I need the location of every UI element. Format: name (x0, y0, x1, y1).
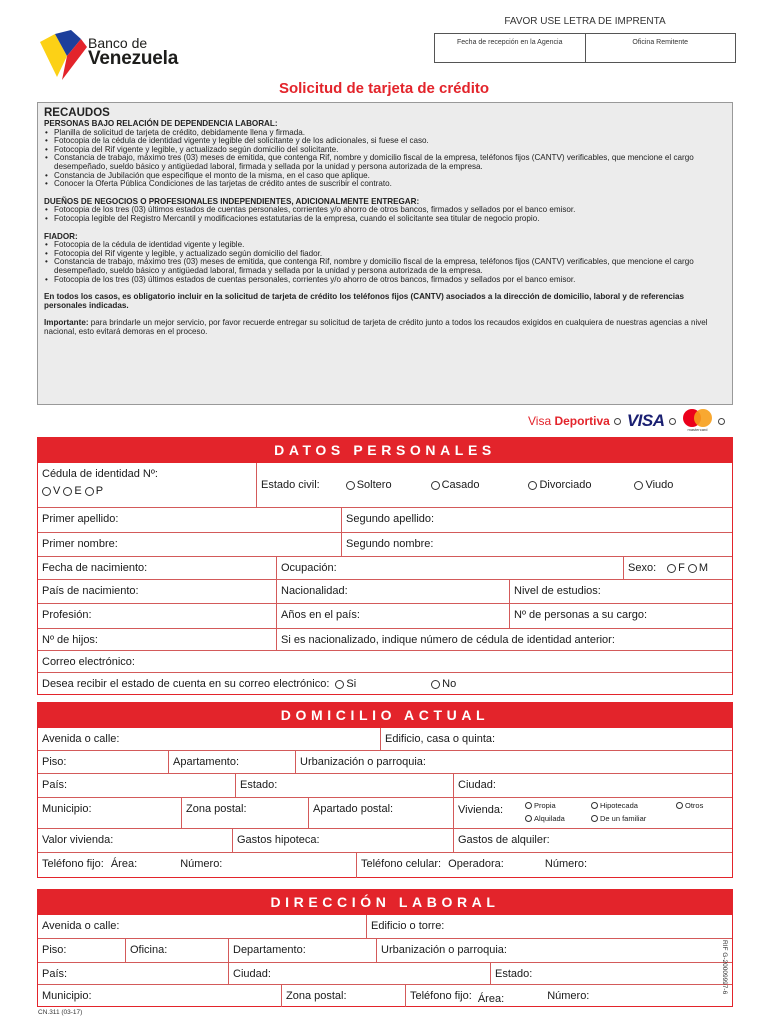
nivel-estudios-label: Nivel de estudios: (514, 585, 601, 597)
fiador-title: FIADOR: (44, 231, 78, 241)
cedula-p-radio[interactable] (85, 487, 94, 496)
dom-apartamento-field[interactable] (168, 751, 295, 773)
list-item: • Constancia de trabajo, máximo tres (03) meses de emitida, que contenga Rif, nombre y domicilio fiscal de la empresa, teléfonos fijos (CANTV) verificables, que mencione el cargo desempeñado, sueldo básico y antigüedad laboral, firmada y sellada por la unidad y persona autorizada de la empresa. (44, 258, 726, 275)
estado-cuenta-no-label: No (442, 678, 457, 690)
dom-ciudad-field[interactable] (453, 774, 732, 797)
bank-name-line2: Venezuela (88, 48, 179, 69)
dom-pais-label: País: (42, 779, 68, 791)
cedula-label: Cédula de identidad Nº: (42, 468, 158, 480)
dom-piso-field[interactable] (38, 751, 168, 773)
nacionalidad-label: Nacionalidad: (281, 585, 348, 597)
list-item: • Fotocopia de la cédula de identidad vigente y legible del solicitante y de los adicionales, si fuese el caso. (44, 137, 726, 146)
divorciado-radio[interactable] (528, 481, 537, 490)
dom-operadora-label: Operadora: (448, 858, 504, 870)
dependencia-list (44, 129, 726, 189)
list-item: • Fotocopia legible del Registro Mercantil y modificaciones estatutarias de la empresa, cuando el solicitante sea titular de negocio propio. (44, 215, 726, 224)
row-estado-cuenta (38, 673, 732, 695)
lab-departamento-field[interactable] (228, 939, 376, 962)
dom-apartado-postal-label: Apartado postal: (313, 803, 394, 815)
visa-radio[interactable] (669, 418, 676, 425)
importante-text: para brindarle un mejor servicio, por favor recuerde entregar su solicitud de tarjeta de crédito junto a todos los recaudos exigidos en cualquiera de nuestras agencias a nivel nacional, esto evitará demoras en el proceso. (44, 318, 708, 336)
dom-gastos-hipoteca-label: Gastos hipoteca: (237, 834, 320, 846)
mastercard-logo-icon (682, 409, 714, 433)
primer-apellido-label: Primer apellido: (42, 513, 119, 525)
hijos-field[interactable] (38, 629, 276, 650)
lab-urbanizacion-label: Urbanización o parroquia: (381, 944, 507, 956)
profesion-field[interactable] (38, 604, 276, 628)
list-item: • Constancia de Jubilación que especifique el monto de la misma, en el caso que aplique. (44, 172, 726, 181)
sending-office-box[interactable]: Oficina Remitente (585, 34, 736, 62)
dom-numero-label: Número: (180, 858, 223, 870)
row-dom-telefonos (38, 853, 732, 878)
lab-numero-label: Número: (547, 990, 590, 1002)
vivienda-hipotecada-radio[interactable] (591, 802, 598, 809)
lab-municipio-label: Municipio: (42, 990, 92, 1002)
page-title: Solicitud de tarjeta de crédito (278, 80, 490, 97)
sexo-m-label: M (698, 562, 709, 574)
dom-gastos-hipoteca-field[interactable] (232, 829, 453, 852)
visa-deportiva-radio[interactable] (614, 418, 621, 425)
cedula-p-label: P (95, 485, 104, 497)
estado-cuenta-label: Desea recibir el estado de cuenta en su correo electrónico: (42, 678, 330, 690)
segundo-nombre-label: Segundo nombre: (346, 538, 434, 550)
lab-piso-label: Piso: (42, 944, 67, 956)
anos-pais-label: Años en el país: (281, 609, 360, 621)
pais-nacimiento-field[interactable] (38, 580, 276, 603)
dom-edificio-label: Edificio, casa o quinta: (385, 733, 496, 745)
dom-avenida-field[interactable] (38, 728, 380, 750)
estado-cuenta-field (38, 673, 732, 695)
viudo-radio[interactable] (634, 481, 643, 490)
row-profesion (38, 604, 732, 629)
estado-cuenta-si-radio[interactable] (335, 680, 344, 689)
rif-code: RIF G-20009997-6 (721, 940, 728, 995)
lab-edificio-label: Edificio o torre: (371, 920, 445, 932)
dom-vivienda-field (453, 798, 732, 828)
section-datos-personales-header: DATOS PERSONALES (37, 437, 733, 463)
mastercard-radio[interactable] (718, 418, 725, 425)
dom-zona-postal-label: Zona postal: (186, 803, 247, 815)
section-domicilio-header: DOMICILIO ACTUAL (37, 702, 733, 728)
vivienda-familiar-label: De un familiar (600, 814, 647, 823)
duenos-title: DUEÑOS DE NEGOCIOS O PROFESIONALES INDEPENDIENTES, ADICIONALMENTE ENTREGAR: (44, 196, 420, 206)
lab-urbanizacion-field[interactable] (376, 939, 732, 962)
importante-label: Importante: (44, 318, 89, 328)
row-lab-municipio (38, 985, 732, 1007)
dom-apartamento-label: Apartamento: (173, 756, 240, 768)
dom-urbanizacion-field[interactable] (295, 751, 732, 773)
lab-pais-field[interactable] (38, 963, 228, 984)
fecha-nacimiento-label: Fecha de nacimiento: (42, 562, 148, 574)
visa-prefix: Visa (528, 414, 555, 428)
dom-telefono-fijo-label: Teléfono fijo: (42, 858, 104, 870)
list-item: • Planilla de solicitud de tarjeta de crédito, debidamente llena y firmada. (44, 129, 726, 138)
lab-oficina-field[interactable] (125, 939, 228, 962)
primer-apellido-field[interactable] (38, 508, 341, 532)
profesion-label: Profesión: (42, 609, 92, 621)
list-item: • Fotocopia de la cédula de identidad vigente y legible. (44, 241, 726, 250)
primer-nombre-field[interactable] (38, 533, 341, 556)
vivienda-propia-label: Propia (534, 801, 556, 810)
row-dom-pais (38, 774, 732, 798)
visa-deportiva-label (528, 414, 610, 428)
lab-estado-label: Estado: (495, 968, 533, 980)
dom-municipio-field[interactable] (38, 798, 181, 828)
mastercard-caption: mastercard (687, 427, 708, 432)
soltero-radio[interactable] (346, 481, 355, 490)
row-lab-avenida (38, 915, 732, 939)
dom-celular-numero-label: Número: (544, 858, 588, 870)
section-laboral-header: DIRECCIÓN LABORAL (37, 889, 733, 915)
list-item: • Fotocopia del Rif vigente y legible, y actualizado según domicilio del fiador. (44, 250, 726, 259)
lab-avenida-field[interactable] (38, 915, 366, 938)
vivienda-alquilada-label: Alquilada (534, 814, 565, 823)
row-lab-pais (38, 963, 732, 985)
requirements-panel (37, 102, 733, 405)
estado-cuenta-no-radio[interactable] (431, 680, 440, 689)
dependencia-title: PERSONAS BAJO RELACIÓN DE DEPENDENCIA LABORAL: (44, 119, 278, 128)
soltero-label: Soltero (356, 479, 392, 491)
dom-vivienda-label: Vivienda: (458, 804, 504, 816)
vivienda-hipotecada-label: Hipotecada (600, 801, 638, 810)
lab-zona-postal-field[interactable] (281, 985, 405, 1007)
segundo-nombre-field[interactable] (341, 533, 732, 556)
list-item: • Fotocopia del Rif vigente y legible, y actualizado según domicilio del solicitante. (44, 146, 726, 155)
row-dom-avenida (38, 728, 732, 751)
lab-avenida-label: Avenida o calle: (42, 920, 120, 932)
dom-apartado-postal-field[interactable] (308, 798, 453, 828)
hijos-label: Nº de hijos: (42, 634, 98, 646)
nacionalizado-label: Si es nacionalizado, indique número de cédula de identidad anterior: (281, 634, 615, 646)
lab-piso-field[interactable] (38, 939, 125, 962)
sexo-f-label: F (678, 562, 685, 574)
segundo-apellido-label: Segundo apellido: (346, 513, 435, 525)
dom-municipio-label: Municipio: (42, 803, 92, 815)
cedula-field[interactable] (38, 463, 256, 507)
nacionalidad-field[interactable] (276, 580, 509, 603)
dom-ciudad-label: Ciudad: (458, 779, 496, 791)
row-nombres (38, 533, 732, 557)
row-dom-piso (38, 751, 732, 774)
sexo-f-radio[interactable] (667, 564, 676, 573)
primer-nombre-label: Primer nombre: (42, 538, 118, 550)
row-lab-piso (38, 939, 732, 963)
sexo-label: Sexo: (628, 562, 657, 574)
lab-area-label: Área: (477, 993, 505, 1005)
divorciado-label: Divorciado (539, 479, 592, 491)
vivienda-propia-radio[interactable] (525, 802, 532, 809)
row-cedula (38, 463, 732, 508)
cedula-e-radio[interactable] (63, 487, 72, 496)
vivienda-otros-radio[interactable] (676, 802, 683, 809)
duenos-list (44, 206, 726, 223)
dom-estado-label: Estado: (240, 779, 278, 791)
fecha-nacimiento-field[interactable] (38, 557, 276, 579)
visa-logo: VISA (626, 411, 665, 430)
row-dom-municipio (38, 798, 732, 829)
estado-civil-field (256, 463, 732, 507)
personas-cargo-field[interactable] (509, 604, 732, 628)
row-pais-nacimiento (38, 580, 732, 604)
sexo-field (623, 557, 732, 579)
lab-municipio-field[interactable] (38, 985, 281, 1007)
dom-telefono-celular-label: Teléfono celular: (361, 858, 442, 870)
sexo-m-radio[interactable] (688, 564, 697, 573)
lab-ciudad-label: Ciudad: (233, 968, 271, 980)
fiador-list (44, 241, 726, 284)
row-hijos (38, 629, 732, 651)
pais-nacimiento-label: País de nacimiento: (42, 585, 139, 597)
row-apellidos (38, 508, 732, 533)
nivel-estudios-field[interactable] (509, 580, 732, 603)
dom-pais-field[interactable] (38, 774, 235, 797)
cedula-e-label: E (74, 485, 82, 497)
lab-departamento-label: Departamento: (233, 944, 306, 956)
bank-name-line1: Banco de (88, 35, 148, 51)
bank-logo-icon (38, 29, 88, 81)
list-item: • Fotocopia de los tres (03) últimos estados de cuentas personales, corrientes y/o ahorro de otros bancos, firmados y sellados por el banco emisor. (44, 206, 726, 215)
row-correo (38, 651, 732, 673)
vivienda-alquilada-radio[interactable] (525, 815, 532, 822)
vivienda-otros-label: Otros (685, 801, 704, 810)
dom-valor-vivienda-label: Valor vivienda: (42, 834, 114, 846)
reception-date-box[interactable]: Fecha de recepción en la Agencia (457, 39, 563, 46)
estado-civil-label: Estado civil: (261, 479, 320, 491)
viudo-label: Viudo (645, 479, 674, 491)
print-instruction: FAVOR USE LETRA DE IMPRENTA (504, 16, 666, 27)
lab-oficina-label: Oficina: (130, 944, 168, 956)
dom-telefono-celular-field[interactable] (356, 853, 732, 878)
vivienda-familiar-radio[interactable] (591, 815, 598, 822)
dom-gastos-alquiler-field[interactable] (453, 829, 732, 852)
casado-label: Casado (441, 479, 480, 491)
anos-pais-field[interactable] (276, 604, 509, 628)
dom-zona-postal-field[interactable] (181, 798, 308, 828)
todos-los-casos-note: En todos los casos, es obligatorio incluir en la solicitud de tarjeta de crédito los teléfonos fijos (CANTV) asociados a la dirección de domicilio, laboral y de referencias personales indicadas. (44, 292, 685, 310)
lab-zona-postal-label: Zona postal: (286, 990, 347, 1002)
dom-urbanizacion-label: Urbanización o parroquia: (300, 756, 426, 768)
requirements-title: RECAUDOS (44, 107, 110, 119)
dom-piso-label: Piso: (42, 756, 67, 768)
nacionalizado-field[interactable] (276, 629, 732, 650)
ocupacion-label: Ocupación: (281, 562, 337, 574)
list-item: • Constancia de trabajo, máximo tres (03) meses de emitida, que contenga Rif, nombre y domicilio fiscal de la empresa, teléfonos fijos (CANTV) verificables, que mencione el cargo desempeñado, sueldo básico y antigüedad laboral, firmada y sellada por la unidad y persona autorizada de la empresa. (44, 154, 726, 171)
list-item: • Fotocopia de los tres (03) últimos estados de cuentas personales, corrientes y/o ahorro de otros bancos, firmados y sellados por el banco emisor. (44, 276, 726, 285)
deportiva-text: Deportiva (554, 414, 610, 428)
cedula-v-label: V (53, 485, 61, 497)
lab-ciudad-field[interactable] (228, 963, 490, 984)
section-datos-personales (37, 463, 733, 695)
card-brand-options (528, 407, 725, 435)
list-item: • Conocer la Oferta Pública Condiciones de las tarjetas de crédito antes de suscribir el contrato. (44, 180, 726, 189)
dom-area-label: Área: (110, 858, 138, 870)
form-code: CN.311 (03-17) (38, 1009, 83, 1016)
row-dom-valor (38, 829, 732, 853)
agency-boxes (434, 33, 736, 63)
personas-cargo-label: Nº de personas a su cargo: (514, 609, 648, 621)
lab-pais-label: País: (42, 968, 68, 980)
correo-label: Correo electrónico: (42, 656, 135, 668)
casado-radio[interactable] (431, 481, 440, 490)
dom-telefono-fijo-field[interactable] (38, 853, 356, 878)
section-domicilio (37, 728, 733, 878)
segundo-apellido-field[interactable] (341, 508, 732, 532)
lab-edificio-field[interactable] (366, 915, 732, 938)
section-laboral (37, 915, 733, 1007)
lab-telefono-fijo-field[interactable] (405, 985, 732, 1007)
cedula-v-radio[interactable] (42, 487, 51, 496)
dom-valor-vivienda-field[interactable] (38, 829, 232, 852)
dom-estado-field[interactable] (235, 774, 453, 797)
importante-note (44, 319, 726, 336)
row-nacimiento (38, 557, 732, 580)
lab-estado-field[interactable] (490, 963, 732, 984)
correo-field[interactable] (38, 651, 732, 672)
dom-avenida-label: Avenida o calle: (42, 733, 120, 745)
dom-gastos-alquiler-label: Gastos de alquiler: (458, 834, 550, 846)
dom-edificio-field[interactable] (380, 728, 732, 750)
estado-cuenta-si-label: Si (346, 678, 357, 690)
ocupacion-field[interactable] (276, 557, 623, 579)
lab-telefono-fijo-label: Teléfono fijo: (410, 990, 472, 1002)
